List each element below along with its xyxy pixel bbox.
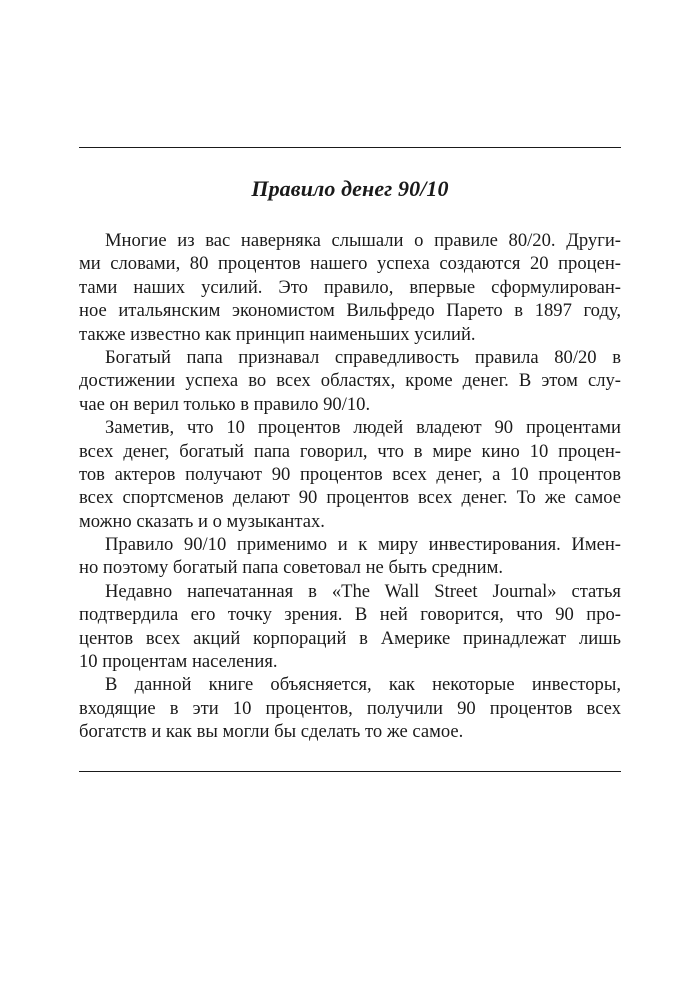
text-line: чае он верил только в правило 90/10.: [79, 393, 371, 415]
paragraph: [79, 673, 621, 743]
text-line: 10 процентам населения.: [79, 651, 278, 673]
bottom-divider: [79, 771, 621, 772]
paragraph: [79, 533, 621, 580]
text-line: достижении успеха во всех областях, кроме денег. В этом слу-: [79, 370, 621, 392]
text-line: всех денег, богатый папа говорил, что в мире кино 10 процен-: [79, 440, 621, 462]
text-line: богатств и как вы могли бы сделать то же самое.: [79, 721, 464, 743]
text-line: ми словами, 80 процентов нашего успеха создаются 20 процен-: [79, 253, 621, 275]
text-line: Недавно напечатанная в «The Wall Street Journal» статья: [105, 580, 621, 602]
article-body: [79, 229, 621, 744]
paragraph: [79, 416, 621, 533]
text-line: но поэтому богатый папа советовал не быть средним.: [79, 557, 503, 579]
text-line: Правило 90/10 применимо и к миру инвестирования. Имен-: [105, 534, 621, 556]
text-line: всех спортсменов делают 90 процентов всех денег. То же самое: [79, 487, 621, 509]
text-line: Богатый папа признавал справедливость правила 80/20 в: [105, 346, 621, 368]
text-line: В данной книге объясняется, как некоторые инвесторы,: [105, 674, 621, 696]
paragraph: [79, 229, 621, 346]
text-line: подтвердила его точку зрения. В ней говорится, что 90 про-: [79, 604, 621, 626]
text-line: тов актеров получают 90 процентов всех денег, а 10 процентов: [79, 463, 621, 485]
text-line: центов всех акций корпораций в Америке принадлежат лишь: [79, 627, 621, 649]
paragraph: [79, 580, 621, 674]
top-divider: [79, 147, 621, 148]
text-line: тами наших усилий. Это правило, впервые сформулирован-: [79, 276, 621, 298]
text-line: входящие в эти 10 процентов, получили 90 процентов всех: [79, 697, 621, 719]
paragraph: [79, 346, 621, 416]
section-title: Правило денег 90/10: [251, 176, 449, 201]
text-line: Многие из вас наверняка слышали о правиле 80/20. Други-: [105, 230, 621, 251]
text-line: можно сказать и о музыкантах.: [79, 510, 325, 532]
text-line: Заметив, что 10 процентов людей владеют 90 процентами: [105, 417, 621, 439]
text-line: ное итальянским экономистом Вильфредо Парето в 1897 году,: [79, 300, 621, 322]
text-line: также известно как принцип наименьших усилий.: [79, 323, 476, 345]
